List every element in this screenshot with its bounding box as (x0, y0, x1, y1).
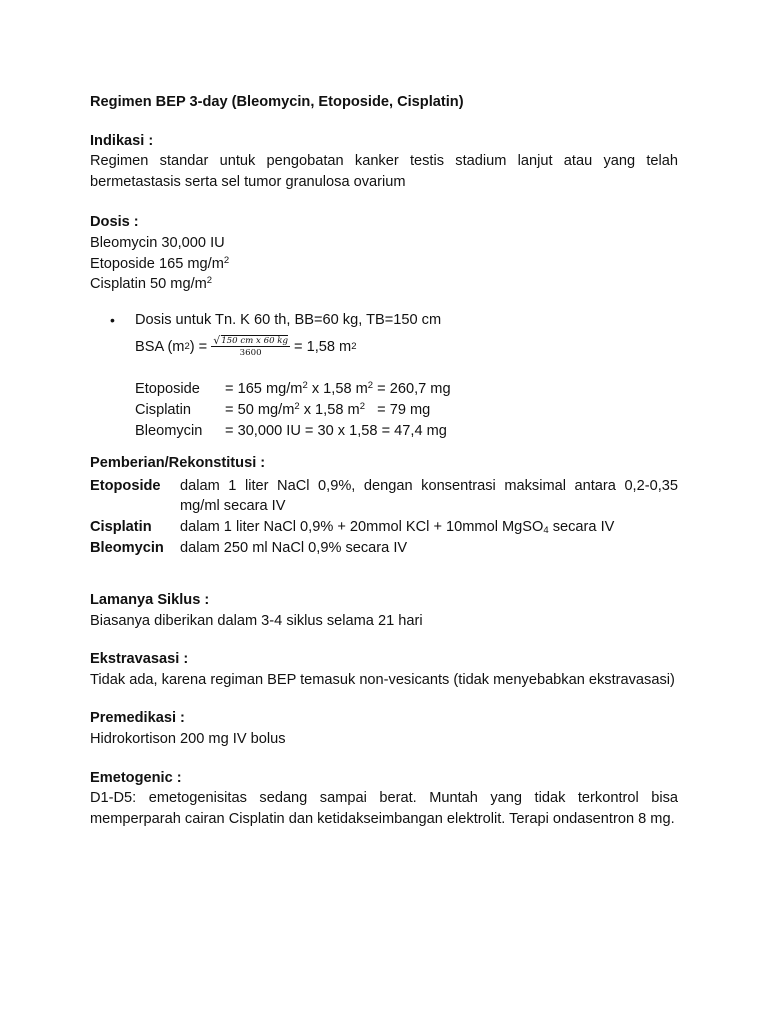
calc-part: = 50 mg/m (225, 401, 295, 418)
bullet-icon: • (110, 311, 115, 328)
radicand: 150 cm x 60 kg (221, 336, 289, 347)
calc-row-etoposide (135, 379, 678, 400)
ekstravasasi-heading: Ekstravasasi : (90, 651, 189, 668)
recon-text: dalam 1 liter NaCl 0,9%, dengan konsentrasi maksimal antara 0,2-0,35 mg/ml secara IV (180, 477, 678, 515)
recon-text: dalam 250 ml NaCl 0,9% secara IV (180, 539, 408, 556)
patient-line: Dosis untuk Tn. K 60 th, BB=60 kg, TB=150 cm (135, 311, 442, 328)
calc-value (225, 379, 451, 400)
section-indikasi (90, 131, 678, 193)
bsa-formula: BSA (m 2 ) = √ 150 cm x 60 kg 3600 = 1,58 m 2 (135, 334, 357, 359)
recon-part: dalam 1 liter NaCl 0,9% + 20mmol KCl + 10mmol MgSO (180, 518, 544, 535)
recon-row-etoposide (90, 476, 678, 517)
recon-part: secara IV (548, 518, 615, 535)
superscript: 2 (223, 254, 230, 266)
recon-name: Cisplatin (90, 518, 152, 535)
dose-calculations (135, 379, 678, 441)
superscript: 2 (294, 400, 300, 412)
superscript: 2 (302, 380, 308, 392)
section-pemberian (90, 453, 678, 558)
document-title: Regimen BEP 3-day (Bleomycin, Etoposide, Cisplatin) (90, 94, 464, 110)
section-premedikasi (90, 708, 678, 749)
calc-name: Etoposide (135, 381, 200, 398)
patient-bullet (90, 310, 678, 441)
superscript: 2 (206, 275, 213, 287)
calc-name: Cisplatin (135, 401, 191, 418)
subscript: 4 (543, 524, 549, 536)
siklus-heading: Lamanya Siklus : (90, 592, 210, 609)
dosis-bleomycin-text: Bleomycin 30,000 IU (90, 234, 225, 251)
dosis-etoposide (90, 254, 678, 275)
emetogenic-text: D1-D5: emetogenisitas sedang sampai berat. Muntah yang tidak terkontrol bisa memperparah cairan Cisplatin dan ketidakseimbangan elektrolit. Terapi ondasentron 8 mg. (90, 790, 678, 827)
bsa-mid: ) = (189, 339, 208, 356)
superscript: 2 (359, 400, 365, 412)
calc-part: = 165 mg/m (225, 381, 303, 398)
emetogenic-heading: Emetogenic : (90, 769, 182, 786)
document-page (90, 92, 678, 829)
pemberian-heading: Pemberian/Rekonstitusi : (90, 455, 266, 472)
dosis-cisplatin-text: Cisplatin 50 mg/m (90, 276, 207, 293)
calc-part: x 1,58 m (307, 381, 368, 398)
dosis-bleomycin (90, 233, 678, 254)
dosis-cisplatin (90, 274, 678, 295)
calc-part: = 79 mg (364, 401, 431, 418)
siklus-text: Biasanya diberikan dalam 3-4 siklus selama 21 hari (90, 612, 423, 629)
section-ekstravasasi (90, 649, 678, 690)
bsa-prefix: BSA (m (135, 339, 185, 356)
recon-row-cisplatin (90, 517, 678, 538)
ekstravasasi-text: Tidak ada, karena regiman BEP temasuk non-vesicants (tidak menyebabkan ekstravasasi) (90, 671, 675, 688)
calc-name: Bleomycin (135, 422, 203, 439)
premedikasi-heading: Premedikasi : (90, 710, 185, 727)
calc-row-bleomycin (135, 421, 678, 442)
dosis-heading: Dosis : (90, 214, 139, 231)
fraction-numerator (211, 335, 290, 347)
superscript: 2 (367, 380, 374, 392)
sqrt-icon: √ (213, 334, 221, 348)
calc-part: x 1,58 m (299, 401, 360, 418)
section-dosis (90, 212, 678, 294)
fraction-denominator: 3600 (239, 348, 262, 359)
section-emetogenic (90, 768, 678, 830)
dosis-etoposide-text: Etoposide 165 mg/m (90, 255, 224, 272)
recon-name: Etoposide (90, 477, 161, 494)
calc-part: = 260,7 mg (373, 381, 451, 398)
recon-name: Bleomycin (90, 539, 164, 556)
section-siklus (90, 590, 678, 631)
indikasi-text: Regimen standar untuk pengobatan kanker testis stadium lanjut atau yang telah bermetastasis serta sel tumor granulosa ovarium (90, 153, 678, 190)
recon-text (180, 517, 678, 538)
recon-list (90, 476, 678, 558)
recon-row-bleomycin (90, 538, 678, 559)
calc-value (225, 400, 430, 421)
indikasi-heading: Indikasi : (90, 132, 154, 149)
premedikasi-text: Hidrokortison 200 mg IV bolus (90, 731, 286, 748)
calc-value: = 30,000 IU = 30 x 1,58 = 47,4 mg (225, 422, 447, 439)
calc-row-cisplatin (135, 400, 678, 421)
bsa-fraction (211, 335, 290, 359)
bsa-result: = 1,58 m (294, 339, 352, 356)
